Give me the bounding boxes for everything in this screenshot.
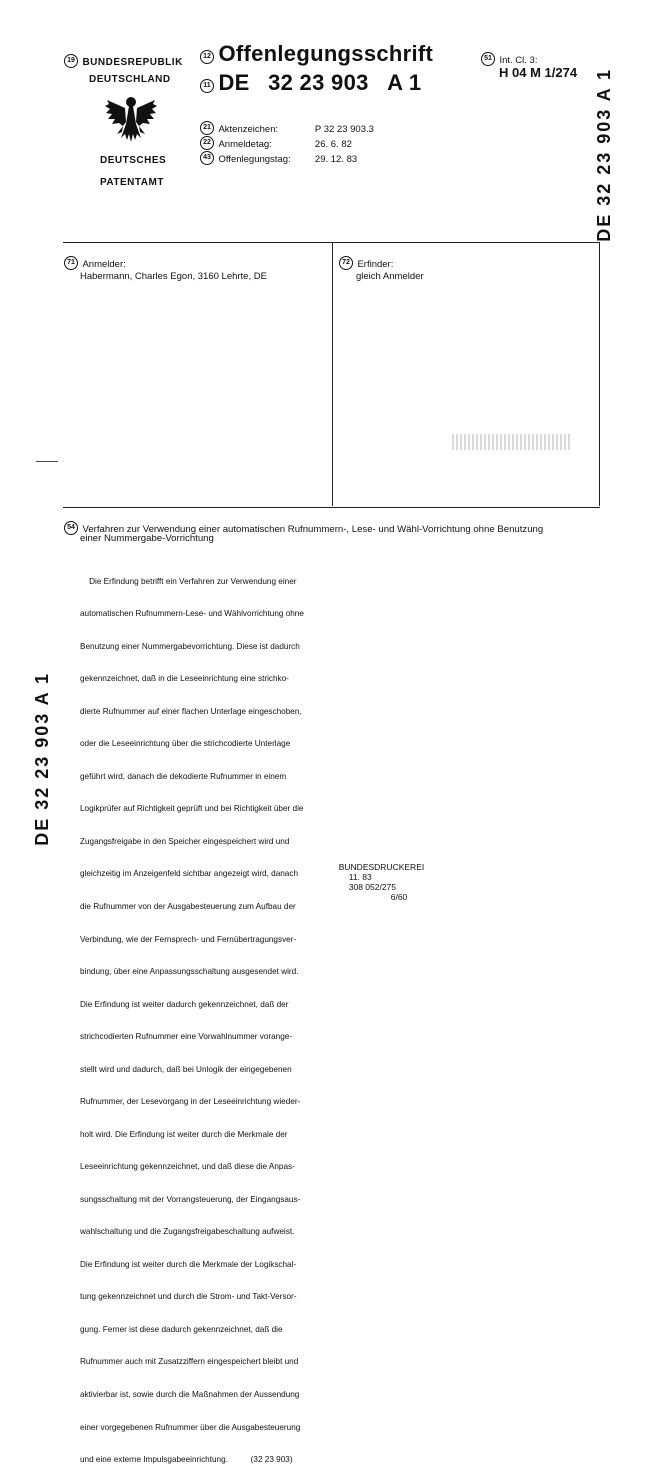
footer-date: 11. 83 xyxy=(348,872,372,882)
abstract-line: strichcodierten Rufnummer eine Vorwahlnummer vorange- xyxy=(80,1032,293,1042)
filing-row xyxy=(200,134,374,149)
inid-code: 72 xyxy=(339,256,353,270)
inid-code: 51 xyxy=(481,52,495,66)
parties-divider xyxy=(332,242,333,506)
inventor-value: gleich Anmelder xyxy=(356,271,424,282)
side-publication-number-top: DE 32 23 903 A 1 xyxy=(594,68,614,242)
inid-code: 71 xyxy=(64,256,78,270)
abstract-line: Benutzung einer Nummergabevorrichtung. Diese ist dadurch xyxy=(80,641,300,651)
applicant-label: Anmelder: xyxy=(82,259,126,270)
filing-value: 26. 6. 82 xyxy=(314,139,352,150)
abstract-line: gleichzeitig im Anzeigenfeld sichtbar angezeigt wird, danach xyxy=(80,869,299,879)
inid-code: 19 xyxy=(64,54,78,68)
abstract-line: Verbindung, wie der Fernsprech- und Fernübertragungsver- xyxy=(80,934,297,944)
inid-code: 11 xyxy=(200,79,214,93)
inventor-label: Erfinder: xyxy=(357,259,394,270)
filing-row xyxy=(200,149,374,164)
document-type-label: Offenlegungsschrift xyxy=(218,41,434,66)
abstract xyxy=(80,555,304,1477)
abstract-line: Die Erfindung betrifft ein Verfahren zur Verwendung einer xyxy=(80,576,297,586)
filing-data xyxy=(200,119,374,164)
inid-code: 54 xyxy=(64,521,78,535)
filing-label: Aktenzeichen: xyxy=(218,124,279,135)
footer-code: 308 052/275 xyxy=(348,882,397,892)
footer-printer: BUNDESDRUCKEREI xyxy=(338,862,425,872)
abstract-line: wahlschaltung und die Zugangsfreigabeschaltung aufweist. xyxy=(80,1227,295,1237)
int-cl-label: Int. Cl. 3: xyxy=(499,55,538,66)
country-line2: DEUTSCHLAND xyxy=(89,74,171,85)
office-line1: DEUTSCHES xyxy=(100,155,167,166)
country-block xyxy=(64,52,183,70)
invention-title-line2: einer Nummergabe-Vorrichtung xyxy=(80,533,214,544)
filing-value: 29. 12. 83 xyxy=(314,154,358,165)
abstract-line: automatischen Rufnummern-Lese- und Wählvorrichtung ohne xyxy=(80,609,304,619)
inid-code: 21 xyxy=(200,121,214,135)
parties-right-border xyxy=(599,242,600,506)
federal-eagle-emblem xyxy=(103,94,159,146)
side-publication-number-bottom: DE 32 23 903 A 1 xyxy=(32,672,52,846)
abstract-line: geführt wird, danach die dekodierte Rufnummer in einem xyxy=(80,771,287,781)
footer-page: 6/60 xyxy=(390,892,408,902)
publication-number xyxy=(200,70,421,96)
abstract-line: einer vorgegebenen Rufnummer über die Ausgabesteuerung xyxy=(80,1422,301,1432)
abstract-line: Die Erfindung ist weiter durch die Merkmale der Logikschal- xyxy=(80,1259,297,1269)
document-type xyxy=(200,41,433,67)
abstract-line: gung. Ferner ist diese dadurch gekennzeichnet, daß die xyxy=(80,1324,283,1334)
abstract-line: gekennzeichnet, daß in die Leseeinrichtung eine strichko- xyxy=(80,674,289,684)
office-line2: PATENTAMT xyxy=(100,177,164,188)
abstract-line: und eine externe Impulsgabeeinrichtung. (32 23 903) xyxy=(80,1455,293,1465)
abstract-line: Rufnummer auch mit Zusatzziffern eingespeichert bleibt und xyxy=(80,1357,299,1367)
pubnum-kind: A 1 xyxy=(387,70,422,95)
margin-mark xyxy=(36,461,58,462)
abstract-line: stellt wird und dadurch, daß bei Unlogik der eingegebenen xyxy=(80,1064,292,1074)
abstract-line: Zugangsfreigabe in den Speicher eingespeichert wird und xyxy=(80,836,290,846)
pubnum-value: 32 23 903 xyxy=(268,70,369,95)
abstract-line: die Rufnummer von der Ausgabesteuerung zum Aufbau der xyxy=(80,902,296,911)
abstract-line: Die Erfindung ist weiter dadurch gekennzeichnet, daß der xyxy=(80,999,289,1009)
invention-title-line1: Verfahren zur Verwendung einer automatischen Rufnummern-, Lese- und Wähl-Vorrichtung ohne Benutzung xyxy=(82,524,544,535)
abstract-line: sungsschaltung mit der Vorrangsteuerung, der Eingangsaus- xyxy=(80,1194,301,1204)
country-line1: BUNDESREPUBLIK xyxy=(82,57,183,68)
abstract-line: tung gekennzeichnet und durch die Strom- und Takt-Versor- xyxy=(80,1292,297,1302)
abstract-line: Logikprüfer auf Richtigkeit geprüft und bei Richtigkeit über die xyxy=(80,804,304,814)
abstract-line: aktivierbar ist, sowie durch die Maßnahmen der Aussendung xyxy=(80,1389,300,1399)
filing-value: P 32 23 903.3 xyxy=(314,124,374,135)
filing-label: Offenlegungstag: xyxy=(218,154,291,165)
pubnum-prefix: DE xyxy=(218,70,250,95)
applicant-block xyxy=(64,254,126,272)
filing-label: Anmeldetag: xyxy=(218,139,272,150)
footer xyxy=(334,852,424,902)
abstract-line: Rufnummer, der Lesevorgang in der Leseeinrichtung wieder- xyxy=(80,1097,301,1107)
inid-code: 43 xyxy=(200,151,214,165)
abstract-line: holt wird. Die Erfindung ist weiter durch die Merkmale der xyxy=(80,1129,288,1139)
inid-code: 12 xyxy=(200,50,214,64)
inventor-block xyxy=(339,254,393,272)
abstract-line: oder die Leseeinrichtung über die strichcodierte Unterlage xyxy=(80,739,291,749)
abstract-line: bindung, über eine Anpassungsschaltung ausgesendet wird. xyxy=(80,967,299,977)
faint-stamp xyxy=(452,434,572,450)
inid-code: 22 xyxy=(200,136,214,150)
filing-row xyxy=(200,119,374,134)
abstract-line: Leseeinrichtung gekennzeichnet, und daß diese die Anpas- xyxy=(80,1162,295,1172)
applicant-value: Habermann, Charles Egon, 3160 Lehrte, DE xyxy=(80,271,267,282)
abstract-line: dierte Rufnummer auf einer flachen Unterlage eingeschoben, xyxy=(80,706,302,716)
int-cl-value: H 04 M 1/274 xyxy=(499,65,578,80)
